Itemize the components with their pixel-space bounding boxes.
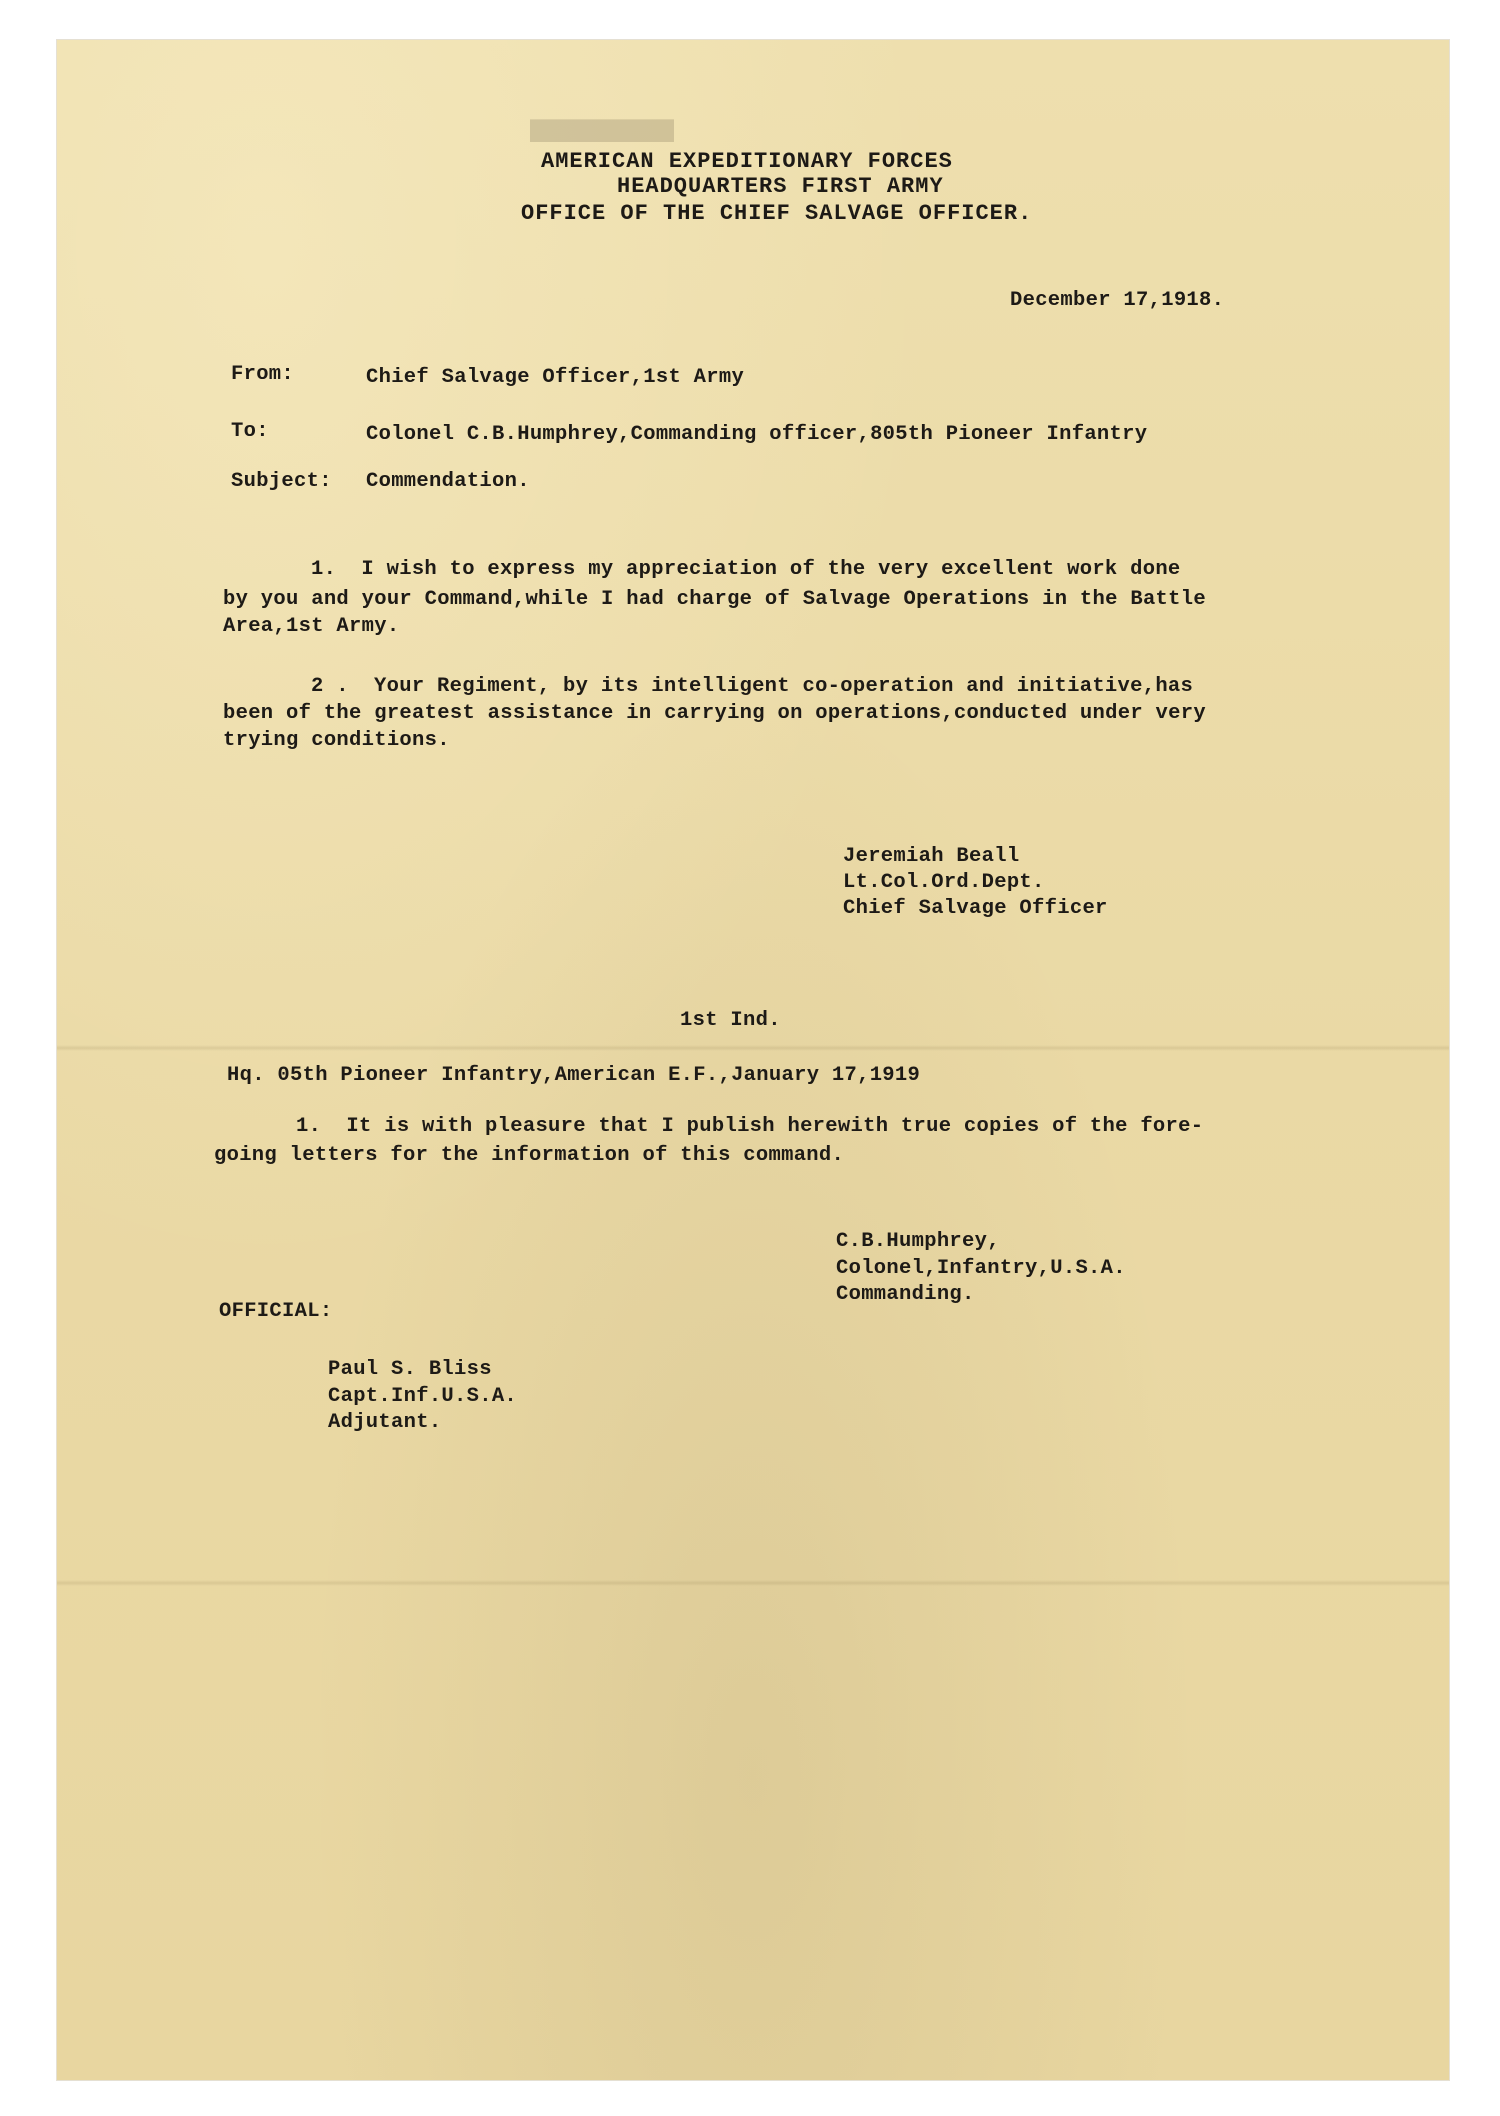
paragraph-2-line-2: been of the greatest assistance in carrying on operations,conducted under very — [223, 702, 1206, 725]
indorsement-title: 1st Ind. — [680, 1009, 781, 1032]
from-value: Chief Salvage Officer,1st Army — [366, 366, 745, 389]
letterhead-line-1: AMERICAN EXPEDITIONARY FORCES — [541, 149, 953, 174]
official-name: Paul S. Bliss — [328, 1358, 492, 1381]
signer-2-name: C.B.Humphrey, — [836, 1230, 1000, 1253]
paper-fold — [57, 1045, 1449, 1051]
letterhead-line-2: HEADQUARTERS FIRST ARMY — [617, 174, 944, 199]
paragraph-1-line-3: Area,1st Army. — [223, 615, 400, 638]
bleed-through-text: ████████████ — [530, 120, 675, 143]
paragraph-1-line-1: 1. I wish to express my appreciation of the very excellent work done — [311, 558, 1181, 581]
paragraph-2-line-3: trying conditions. — [223, 729, 450, 752]
indorsement-paragraph-line-2: going letters for the information of this command. — [214, 1144, 845, 1167]
document-page — [57, 40, 1449, 2080]
paper-fold — [57, 1580, 1449, 1586]
subject-label: Subject: — [231, 470, 332, 493]
paragraph-2-line-1: 2 . Your Regiment, by its intelligent co-operation and initiative,has — [311, 675, 1194, 698]
indorsement-paragraph-line-1: 1. It is with pleasure that I publish herewith true copies of the fore- — [296, 1115, 1204, 1138]
to-label: To: — [231, 420, 269, 443]
from-label: From: — [231, 363, 295, 386]
to-value: Colonel C.B.Humphrey,Commanding officer,805th Pioneer Infantry — [366, 423, 1148, 446]
signer-2-title: Commanding. — [836, 1283, 975, 1306]
letterhead-line-3: OFFICE OF THE CHIEF SALVAGE OFFICER. — [521, 201, 1033, 226]
subject-value: Commendation. — [366, 470, 530, 493]
official-label: OFFICIAL: — [219, 1300, 333, 1323]
official-rank: Capt.Inf.U.S.A. — [328, 1385, 518, 1408]
signer-1-title: Chief Salvage Officer — [843, 897, 1108, 920]
indorsement-header: Hq. 05th Pioneer Infantry,American E.F.,January 17,1919 — [227, 1064, 921, 1087]
signer-2-rank: Colonel,Infantry,U.S.A. — [836, 1257, 1126, 1280]
letter-date: December 17,1918. — [1010, 289, 1225, 312]
signer-1-rank: Lt.Col.Ord.Dept. — [843, 871, 1045, 894]
paragraph-1-line-2: by you and your Command,while I had charge of Salvage Operations in the Battle — [223, 588, 1206, 611]
official-title: Adjutant. — [328, 1411, 442, 1434]
signer-1-name: Jeremiah Beall — [843, 845, 1020, 868]
